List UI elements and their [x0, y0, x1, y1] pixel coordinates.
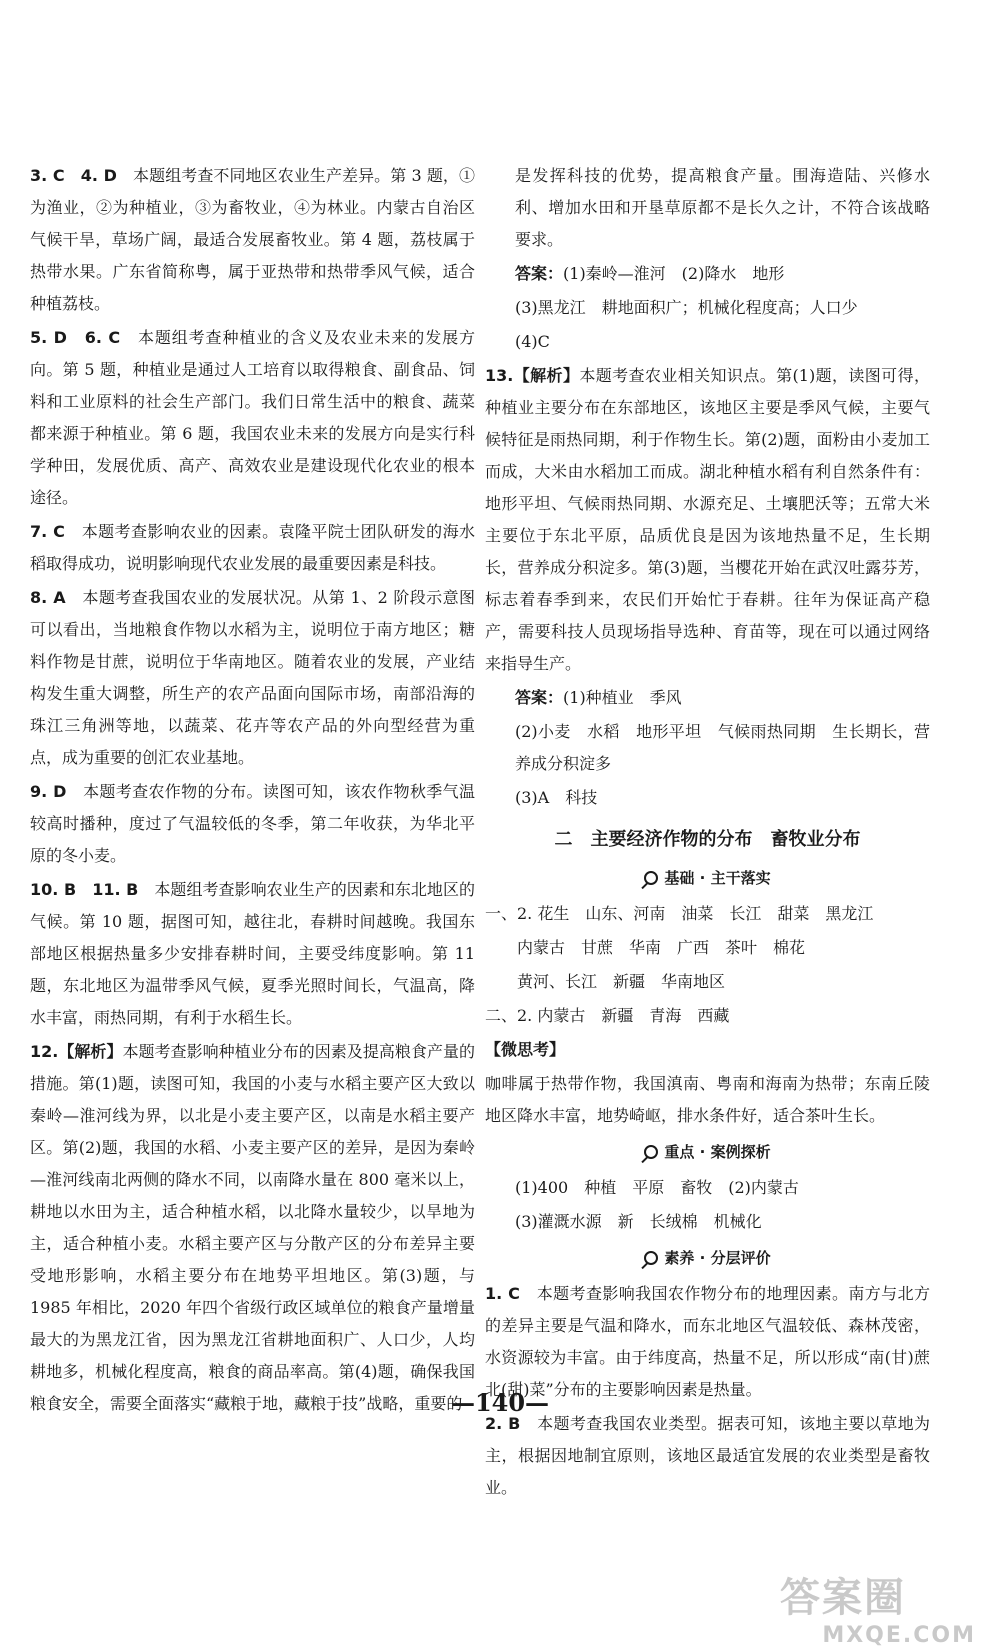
magnifier-icon — [644, 1145, 658, 1159]
answer-line: 是发挥科技的优势，提高粮食产量。围海造陆、兴修水利、增加水田和开垦草原都不是长久之计，不符合该战略要求。 — [515, 166, 930, 249]
answer-item: 8. A 本题考查我国农业的发展状况。从第 1、2 阶段示意图可以看出，当地粮食作物以水稻为主，说明位于南方地区；糖料作物是甘蔗，说明位于华南地区。随着农业的发展，产业结构发生重大调整，所生产的农产品面向国际市场，南部沿海的珠江三角洲等地，以蔬菜、花卉等农产品的外向型经营为重点，成为重要的创汇农业基地。 — [30, 588, 475, 767]
answer-line: (2)小麦 水稻 地形平坦 气候雨热同期 生长期长，营养成分积淀多 — [515, 722, 930, 773]
section-title: 二 主要经济作物的分布 畜牧业分布 — [554, 829, 861, 850]
answer-item: 12.【解析】本题考查影响种植业分布的因素及提高粮食产量的措施。第(1)题，读图可知，我国的小麦与水稻主要产区大致以秦岭—淮河线为界，以北是小麦主要产区，以南是水稻主要产区。第(2)题，我国的水稻、小麦主要产区的差异，是因为秦岭—淮河线南北两侧的降水不同，以南降水量在 800 毫米以上，耕地以水田为主，适合种植水稻，以北降水量较少，以旱地为主，适合种植小麦。水稻主要产区与分散产区的分布差异主要受地形影响，水稻主要分布在地势平坦地区。第(3)题，与 1985 年相比，2020 年四个省级行政区域单位的粮食产量增量最大的为黑龙江省，因为黑龙江省耕地面积广、人口少，人均耕地多，机械化程度高，粮食的商品率高。第(4)题，确保我国粮食安全，需要全面落实“藏粮于地，藏粮于技”战略，重要的 — [30, 1042, 475, 1413]
answer-item: 13.【解析】本题考查农业相关知识点。第(1)题，读图可得，种植业主要分布在东部地区，该地区主要是季风气候，主要气候特征是雨热同期，利于作物生长。第(2)题，面粉由小麦加工而成，大米由水稻加工而成。湖北种植水稻有利自然条件有：地形平坦、气候雨热同期、水源充足、土壤肥沃等；五常大米主要位于东北平原，品质优良是因为该地热量不足，生长期长，营养成分积淀多。第(3)题，当樱花开始在武汉吐露芬芳，标志着春季到来，农民们开始忙于春耕。往年为保证高产稳产，需要科技人员现场指导选种、育苗等，现在可以通过网络来指导生产。 — [485, 366, 930, 673]
fill-line: 二、2. 内蒙古 新疆 青海 西藏 — [485, 1006, 730, 1025]
page-number: —140— — [450, 1388, 550, 1417]
fill-line: 黄河、长江 新疆 华南地区 — [517, 972, 726, 991]
magnifier-icon — [644, 1251, 658, 1265]
fill-line: 内蒙古 甘蔗 华南 广西 茶叶 棉花 — [517, 938, 806, 957]
answer-line: 答案：(1)秦岭—淮河 (2)降水 地形 — [515, 264, 785, 283]
subsection-heading: 基础 · 主干落实 — [485, 862, 930, 894]
answer-line: (3)A 科技 — [515, 788, 598, 807]
watermark — [780, 1566, 990, 1646]
answer-item: 2. B 本题考查我国农业类型。据表可知，该地主要以草地为主，根据因地制宜原则，该地区最适宜发展的农业类型是畜牧业。 — [485, 1414, 930, 1497]
answer-item: 7. C 本题考查影响农业的因素。袁隆平院士团队研发的海水稻取得成功，说明影响现代农业发展的最重要因素是科技。 — [30, 522, 475, 573]
answer-item: 10. B 11. B 本题组考查影响农业生产的因素和东北地区的气候。第 10 题，据图可知，越往北，春耕时间越晚。我国东部地区根据热量多少安排春耕时间，主要受纬度影响。第 11 题，东北地区为温带季风气候，夏季光照时间长，气温高，降水丰富，雨热同期，有利于水稻生长。 — [30, 880, 475, 1027]
think-text: 咖啡属于热带作物，我国滇南、粤南和海南为热带；东南丘陵地区降水丰富，地势崎岖，排水条件好，适合茶叶生长。 — [485, 1074, 930, 1125]
left-column — [30, 160, 475, 1422]
answer-item: 3. C 4. D 本题组考查不同地区农业生产差异。第 3 题，①为渔业，②为种植业，③为畜牧业，④为林业。内蒙古自治区气候干旱，草场广阔，最适合发展畜牧业。第 4 题，荔枝属于热带水果。广东省简称粤，属于亚热带和热带季风气候，适合种植荔枝。 — [30, 166, 475, 313]
fill-line: 一、2. 花生 山东、河南 油菜 长江 甜菜 黑龙江 — [485, 904, 874, 923]
answer-item: 5. D 6. C 本题组考查种植业的含义及农业未来的发展方向。第 5 题，种植业是通过人工培育以取得粮食、副食品、饲料和工业原料的社会生产部门。我们日常生活中的粮食、蔬菜都来源于种植业。第 6 题，我国农业未来的发展方向是实行科学种田，发展优质、高产、高效农业是建设现代化农业的根本途径。 — [30, 328, 475, 507]
watermark-url: MXQE.COM — [822, 1623, 976, 1648]
answer-line: 答案：(1)种植业 季风 — [515, 688, 682, 707]
right-column — [485, 160, 930, 1506]
answer-item: 1. C 本题考查影响我国农作物分布的地理因素。南方与北方的差异主要是气温和降水，而东北地区气温较低、森林茂密，水资源较为丰富。由于纬度高，热量不足，所以形成“南(甘)蔗北(甜)菜”分布的主要影响因素是热量。 — [485, 1284, 930, 1399]
subsection-heading: 重点 · 案例探析 — [485, 1136, 930, 1168]
fill-line: (1)400 种植 平原 畜牧 (2)内蒙古 — [515, 1178, 799, 1197]
watermark-logo-text: 答案圈 — [780, 1575, 906, 1621]
answer-line: (3)黑龙江 耕地面积广；机械化程度高；人口少 — [515, 298, 858, 317]
fill-line: (3)灌溉水源 新 长绒棉 机械化 — [515, 1212, 762, 1231]
subsection-heading: 素养 · 分层评价 — [485, 1242, 930, 1274]
answer-line: (4)C — [515, 332, 550, 351]
think-label: 【微思考】 — [485, 1040, 566, 1059]
magnifier-icon — [644, 871, 658, 885]
answer-item: 9. D 本题考查农作物的分布。读图可知，该农作物秋季气温较高时播种，度过了气温较低的冬季，第二年收获，为华北平原的冬小麦。 — [30, 782, 475, 865]
